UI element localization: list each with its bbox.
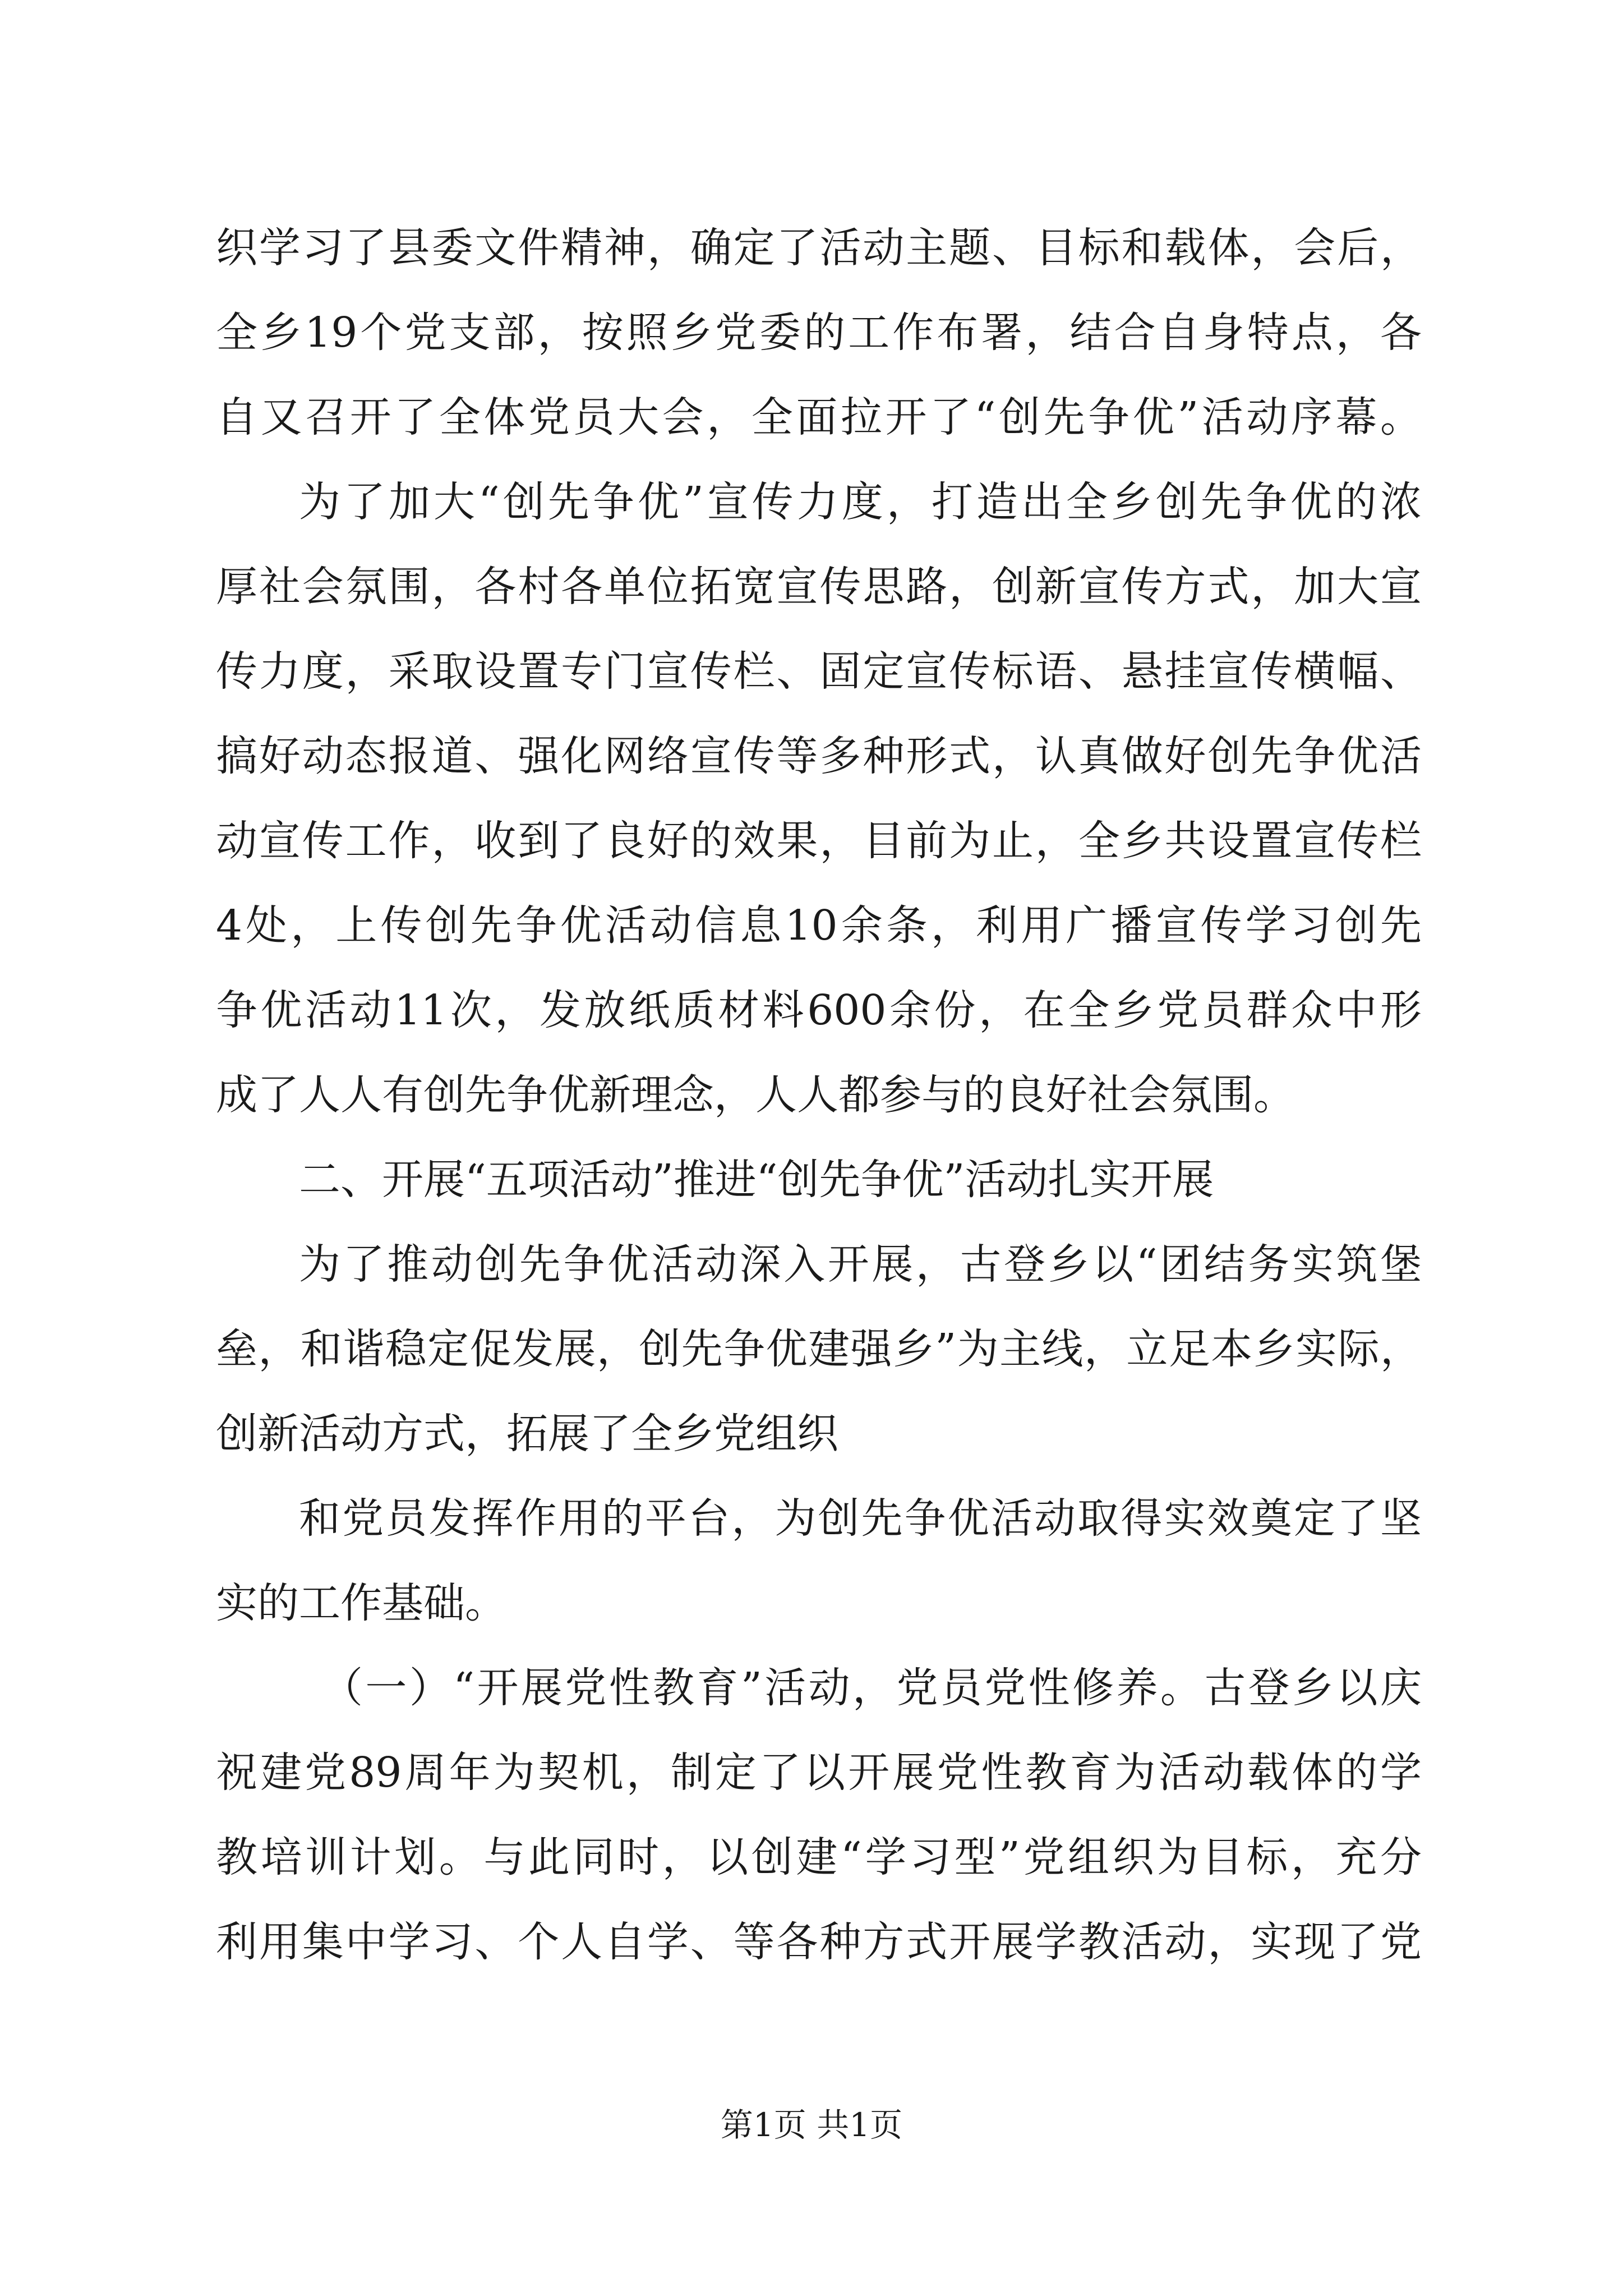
text-line-15: 创新活动方式，拓展了全乡党组织 [216, 1410, 838, 1458]
text-line-11: 成了人人有创先争优新理念，人人都参与的良好社会氛围。 [216, 1071, 1295, 1119]
text-line-9: 4处，上传创先争优活动信息10余条，利用广播宣传学习创先 [216, 901, 1422, 950]
text-line-5: 厚社会氛围，各村各单位拓宽宣传思路，创新宣传方式，加大宣 [216, 563, 1422, 611]
text-line-20: 教培训计划。与此同时，以创建“学习型”党组织为目标，充分 [216, 1833, 1422, 1881]
text-line-21: 利用集中学习、个人自学、等各种方式开展学教活动，实现了党 [216, 1918, 1422, 1966]
text-line-10: 争优活动11次，发放纸质材料600余份，在全乡党员群众中形 [216, 986, 1422, 1034]
text-line-7: 搞好动态报道、强化网络宣传等多种形式，认真做好创先争优活 [216, 732, 1422, 780]
text-line-1: 织学习了县委文件精神，确定了活动主题、目标和载体，会后， [216, 224, 1422, 272]
page-footer: 第1页 共1页 [720, 2106, 903, 2144]
text-line-19: 祝建党89周年为契机，制定了以开展党性教育为活动载体的学 [216, 1749, 1422, 1797]
text-line-2: 全乡19个党支部，按照乡党委的工作布署，结合自身特点，各 [216, 309, 1422, 357]
text-line-13: 为了推动创先争优活动深入开展，古登乡以“团结务实筑堡 [299, 1240, 1422, 1289]
text-line-14: 垒，和谐稳定促发展，创先争优建强乡”为主线，立足本乡实际， [216, 1325, 1422, 1373]
text-line-6: 传力度，采取设置专门宣传栏、固定宣传标语、悬挂宣传横幅、 [216, 647, 1422, 696]
text-line-8: 动宣传工作，收到了良好的效果，目前为止，全乡共设置宣传栏 [216, 817, 1422, 865]
text-line-16: 和党员发挥作用的平台，为创先争优活动取得实效奠定了坚 [299, 1494, 1422, 1543]
text-line-17: 实的工作基础。 [216, 1579, 506, 1627]
text-line-4: 为了加大“创先争优”宣传力度，打造出全乡创先争优的浓 [299, 478, 1422, 526]
subsection-heading-line: （一）“开展党性教育”活动，党员党性修养。古登乡以庆 [321, 1664, 1422, 1712]
text-line-3: 自又召开了全体党员大会，全面拉开了“创先争优”活动序幕。 [216, 393, 1422, 441]
section-heading: 二、开展“五项活动”推进“创先争优”活动扎实开展 [299, 1156, 1214, 1204]
document-body [216, 206, 1422, 1985]
